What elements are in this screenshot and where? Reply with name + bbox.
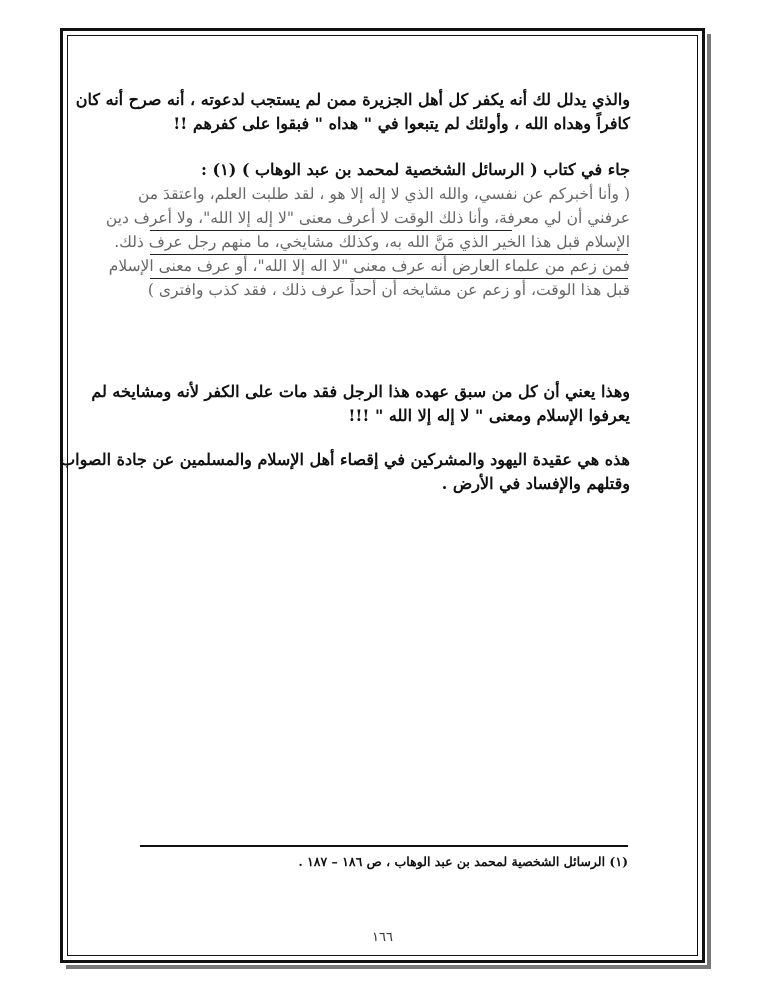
footnote-separator (140, 845, 628, 847)
footnote: (١) الرسائل الشخصية لمحمد بن عبد الوهاب ، ص ١٨٦ – ١٨٧ . (298, 854, 628, 869)
quote-underline-1 (150, 230, 512, 231)
quote-line: قبل هذا الوقت، أو زعم عن مشايخه أن أحداً عرف ذلك ، فقد كذب وافترى ) (147, 281, 630, 299)
source-intro-line: جاء في كتاب ( الرسائل الشخصية لمحمد بن عبد الوهاب ) (١) : (201, 160, 630, 179)
paragraph-line: وقتلهم والإفساد في الأرض . (441, 474, 630, 493)
paragraph-line: يعرفوا الإسلام ومعنى " لا إله إلا الله " !!! (348, 406, 630, 425)
paragraph-conclusion (91, 380, 630, 428)
paragraph-line: كافراً وهداه الله ، وأولئك لم يتبعوا في " هداه " فبقوا على كفرهم !! (173, 114, 630, 133)
quote-line: فمن زعم من علماء العارض أنه عرف معنى "لا اله إلا الله"، أو عرف معنى الإسلام (108, 257, 630, 275)
quote-line: ( وأنا أخبركم عن نفسي، والله الذي لا إله إلا هو ، لقد طلبت العلم، واعتقدَ من (137, 185, 630, 203)
quote-underline-3 (150, 278, 628, 279)
page-number: ١٦٦ (372, 930, 393, 945)
paragraph-intro (75, 88, 630, 136)
paragraph-line: وهذا يعني أن كل من سبق عهده هذا الرجل فقد مات على الكفر لأنه ومشايخه لم (91, 382, 630, 401)
paragraph-line: هذه هي عقيدة اليهود والمشركين في إقصاء أهل الإسلام والمسلمين عن جادة الصواب (60, 450, 630, 469)
paragraph-closing (60, 448, 630, 496)
quote-underline-2 (150, 254, 628, 255)
quote-line: الإسلام قبل هذا الخير الذي مَنَّ الله به، وكذلك مشايخي، ما منهم رجل عرف ذلك. (114, 233, 630, 251)
quote-line: عرفني أن لي معرفة، وأنا ذلك الوقت لا أعرف معنى "لا إله إلا الله"، ولا أعرف دين (105, 209, 630, 227)
paragraph-line: والذي يدلل لك أنه يكفر كل أهل الجزيرة ممن لم يستجب لدعوته ، أنه صرح أنه كان (75, 90, 630, 109)
